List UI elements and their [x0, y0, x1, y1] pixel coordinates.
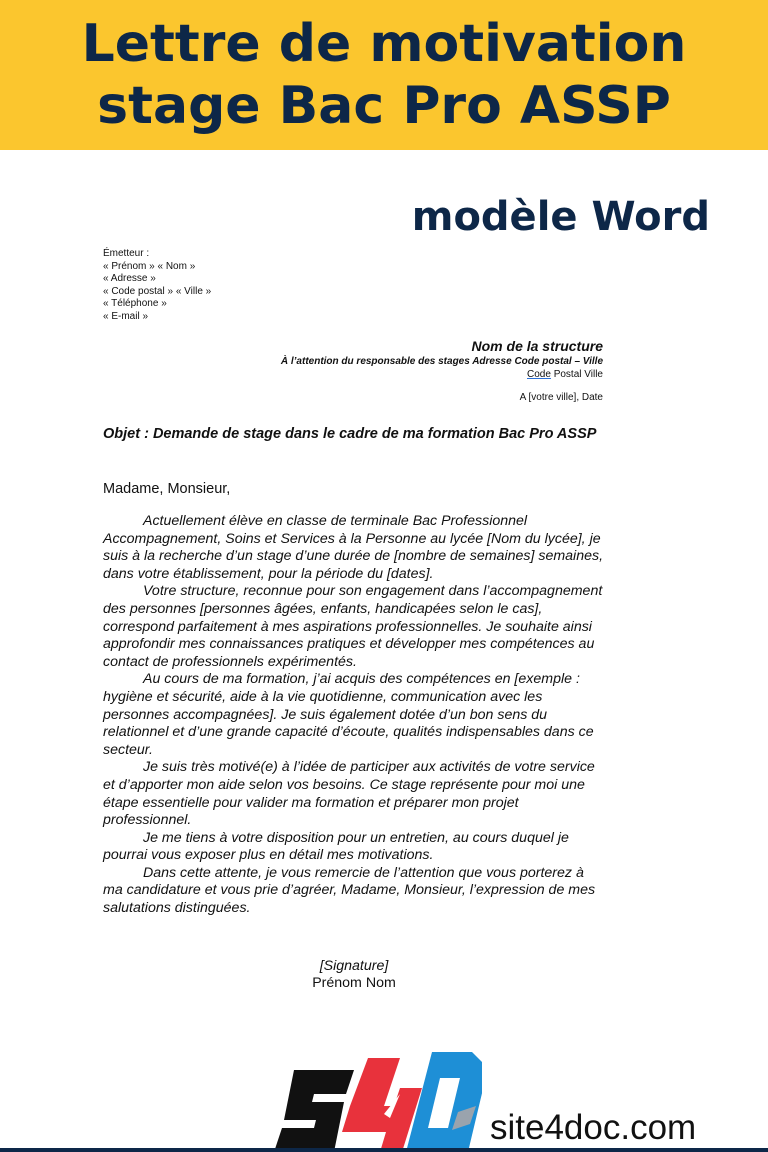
- body-paragraph: Au cours de ma formation, j’ai acquis des compétences en [exemple : hygiène et sécurité, aide à la vie quotidienne, communication avec les personnes accompagnées]. Je suis également dotée d’un bon sens du relationnel et d’une grande capacité d’écoute, qualités indispensables dans ce secteur.: [103, 671, 594, 758]
- letter-body: [103, 513, 603, 918]
- body-paragraph: Votre structure, reconnue pour son engagement dans l’accompagnement des personnes [personnes âgées, enfants, handicapées selon le cas], correspond parfaitement à mes aspirations professionnelles. Je souhaite ainsi approfondir mes connaissances pratiques et développer mes compétences au contact de professionnels expérimentés.: [103, 583, 603, 670]
- signature-block: [0, 958, 708, 992]
- signature-name: Prénom Nom: [312, 975, 396, 991]
- sender-line: « Adresse »: [103, 273, 156, 285]
- sender-line: « Code postal » « Ville »: [103, 285, 212, 297]
- site-name[interactable]: site4doc.com: [490, 1108, 697, 1147]
- signature-placeholder: [Signature]: [319, 958, 389, 974]
- site4doc-logo: [272, 1048, 482, 1152]
- sender-line: « Prénom » « Nom »: [103, 260, 196, 272]
- subtitle: modèle Word: [411, 194, 710, 240]
- recipient-name: Nom de la structure: [471, 338, 603, 354]
- bottom-bar: [0, 1148, 768, 1152]
- recipient-city-underlined: Code: [527, 369, 551, 380]
- recipient-attention: À l’attention du responsable des stages Adresse Code postal – Ville: [280, 356, 603, 367]
- sender-line: « Téléphone »: [103, 298, 167, 310]
- recipient-city: [103, 368, 603, 381]
- letter-date: A [votre ville], Date: [519, 392, 603, 403]
- body-paragraph: Je suis très motivé(e) à l’idée de participer aux activités de votre service et d’apporter mon aide selon vos besoins. Ce stage représente pour moi une étape essentielle pour valider ma formation et préparer mon projet professionnel.: [103, 759, 595, 829]
- recipient-block: [103, 337, 603, 381]
- sender-line: « E-mail »: [103, 310, 149, 322]
- sender-block: [103, 248, 603, 324]
- body-paragraph: Actuellement élève en classe de terminale Bac Professionnel Accompagnement, Soins et Services à la Personne au lycée [Nom du lycée], je suis à la recherche d’un stage d’une durée de [nombre de semaines] semaines, dans votre établissement, pour la période du [dates].: [103, 513, 604, 582]
- body-paragraph: Dans cette attente, je vous remercie de l’attention que vous porterez à ma candidature et vous prie d’agréer, Madame, Monsieur, l’expression de mes salutations distinguées.: [103, 864, 596, 917]
- banner-title-line-1: Lettre de motivation: [81, 14, 687, 74]
- recipient-city-rest: Postal Ville: [550, 369, 603, 380]
- banner-title-line-2: stage Bac Pro ASSP: [97, 76, 671, 136]
- sender-line: Émetteur :: [103, 248, 150, 259]
- title-banner: [0, 0, 768, 150]
- body-paragraph: Je me tiens à votre disposition pour un entretien, au cours duquel je pourrai vous exposer plus en détail mes motivations.: [103, 829, 569, 864]
- letter-salutation: Madame, Monsieur,: [103, 481, 231, 497]
- letter-subject: Objet : Demande de stage dans le cadre de ma formation Bac Pro ASSP: [103, 426, 597, 442]
- logo-s-shape: [274, 1070, 354, 1152]
